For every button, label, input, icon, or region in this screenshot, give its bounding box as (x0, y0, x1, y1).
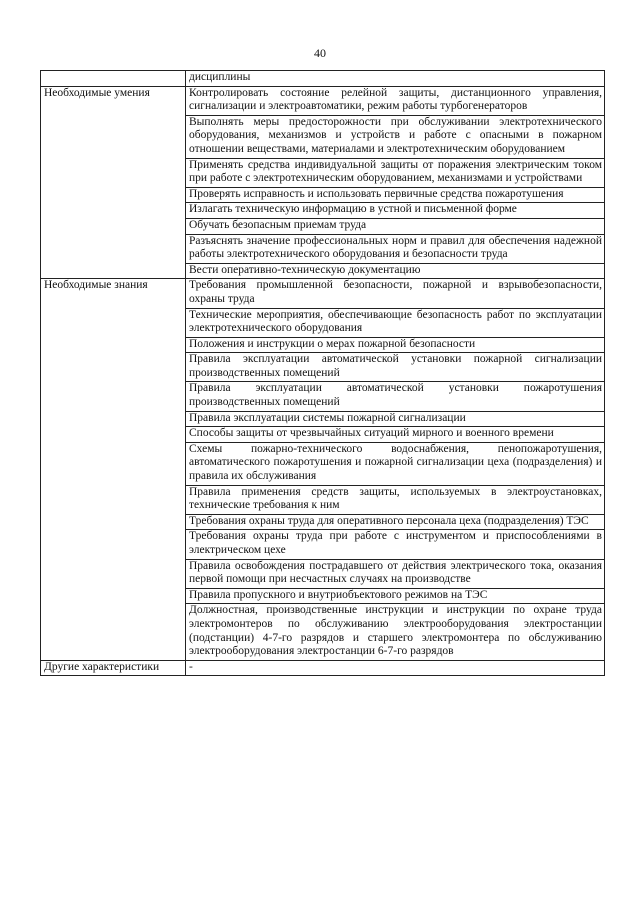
page-number: 40 (314, 46, 326, 60)
requirement-item: Выполнять меры предосторожности при обслуживании электротехнического оборудования, механизмов и устройств и работе с опасными в пожарном отношении веществами, материалами и электротехническим оборудованием (186, 115, 605, 158)
requirement-item: Правила пропускного и внутриобъектового режимов на ТЭС (186, 588, 605, 604)
table-body (41, 71, 605, 676)
requirement-item: Проверять исправность и использовать первичные средства пожаротушения (186, 187, 605, 203)
requirement-item: Технические мероприятия, обеспечивающие безопасность работ по эксплуатации электротехнического оборудования (186, 308, 605, 337)
requirement-item: Правила эксплуатации автоматической установки пожаротушения производственных помещений (186, 382, 605, 411)
requirement-item: Правила применения средств защиты, используемых в электроустановках, технические требования к ним (186, 485, 605, 514)
requirement-item: Требования промышленной безопасности, пожарной и взрывобезопасности, охраны труда (186, 279, 605, 308)
table-row (41, 279, 605, 308)
table-row (41, 86, 605, 115)
requirement-item: Должностная, производственные инструкции и инструкции по охране труда электромонтеров по обслуживанию электрооборудования электростанции (подстанции) 4-7-го разрядов и старшего электромонтера по обслуживанию электрооборудования электростанции 6-7-го разрядов (186, 604, 605, 660)
requirement-item: Обучать безопасным приемам труда (186, 218, 605, 234)
requirement-item: Правила освобождения пострадавшего от действия электрического тока, оказания первой помощи при несчастных случаях на производстве (186, 559, 605, 588)
requirement-item: Правила эксплуатации автоматической установки пожарной сигнализации производственных помещений (186, 353, 605, 382)
requirement-item: Применять средства индивидуальной защиты от поражения электрическим током при работе с электротехническим оборудованием, механизмами и устройствами (186, 158, 605, 187)
requirement-item: Разъяснять значение профессиональных норм и правил для обеспечения надежной работы электротехнического оборудования и безопасности труда (186, 234, 605, 263)
requirement-item: Положения и инструкции о мерах пожарной безопасности (186, 337, 605, 353)
requirement-item: Вести оперативно-техническую документацию (186, 263, 605, 279)
requirement-item: Способы защиты от чрезвычайных ситуаций мирного и военного времени (186, 427, 605, 443)
category-cell: Необходимые умения (41, 86, 186, 279)
requirement-item: Схемы пожарно-технического водоснабжения, пенопожаротушения, автоматического пожаротушения и пожарной сигнализации цеха (подразделения) и правила их обслуживания (186, 442, 605, 485)
characteristics-table (40, 70, 605, 676)
requirement-item: Контролировать состояние релейной защиты, дистанционного управления, сигнализации и электроавтоматики, режим работы турбогенераторов (186, 86, 605, 115)
requirement-item: дисциплины (186, 71, 605, 87)
requirement-item: Правила эксплуатации системы пожарной сигнализации (186, 411, 605, 427)
category-cell: Необходимые знания (41, 279, 186, 660)
requirement-item: Требования охраны труда для оперативного персонала цеха (подразделения) ТЭС (186, 514, 605, 530)
requirement-item: Излагать техническую информацию в устной и письменной форме (186, 203, 605, 219)
table-row (41, 660, 605, 676)
requirement-item: - (186, 660, 605, 676)
table-row (41, 71, 605, 87)
requirement-item: Требования охраны труда при работе с инструментом и приспособлениями в электрическом цехе (186, 530, 605, 559)
category-cell: Другие характеристики (41, 660, 186, 676)
category-cell (41, 71, 186, 87)
